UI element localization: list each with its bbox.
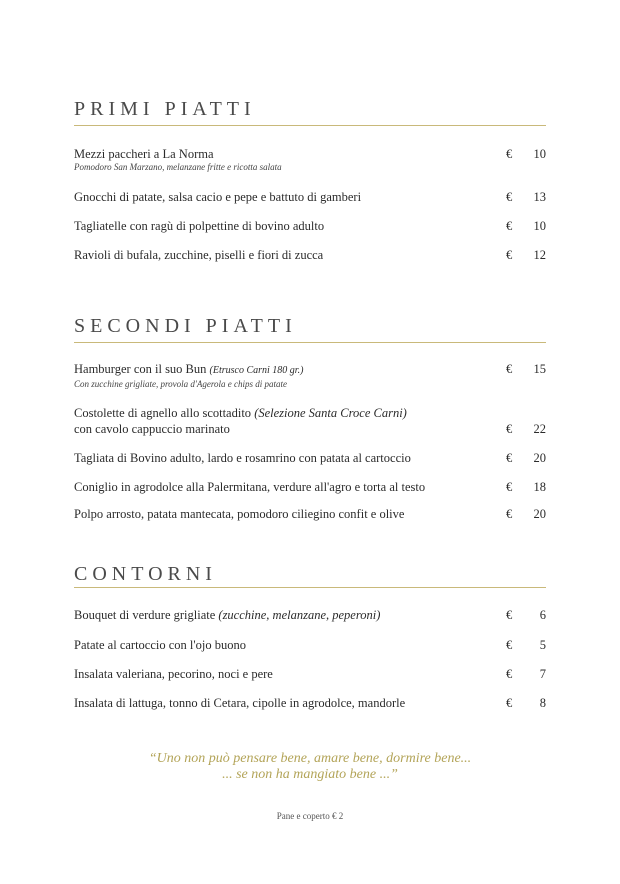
currency-symbol: € xyxy=(506,147,513,161)
currency-symbol: € xyxy=(506,451,513,465)
price-value: 7 xyxy=(539,667,546,681)
item-name xyxy=(74,607,546,623)
item-name xyxy=(74,361,546,379)
section-divider xyxy=(74,587,546,588)
cover-charge-note: Pane e coperto € 2 xyxy=(276,811,344,821)
item-name-text: Costolette di agnello allo scottadito xyxy=(74,406,252,420)
currency-symbol: € xyxy=(506,507,513,521)
item-name: Patate al cartoccio con l'ojo buono xyxy=(74,638,246,652)
section-divider xyxy=(74,342,546,343)
price-value: 12 xyxy=(533,248,546,262)
currency-symbol: € xyxy=(506,190,513,204)
item-description: Con zucchine grigliate, provola d'Agerola e chips di patate xyxy=(74,379,287,389)
menu-item xyxy=(74,479,546,495)
price-value: 10 xyxy=(533,147,546,161)
price-value: 6 xyxy=(539,608,546,622)
currency-symbol: € xyxy=(506,667,513,681)
price-value: 5 xyxy=(539,638,546,652)
price-value: 20 xyxy=(533,451,546,465)
quote-line-2: ... se non ha mangiato bene ...” xyxy=(222,767,398,782)
item-name-text: Hamburger con il suo Bun xyxy=(74,362,207,376)
menu-item xyxy=(74,189,546,205)
item-name-line2: con cavolo cappuccio marinato xyxy=(74,422,230,436)
menu-item xyxy=(74,218,546,234)
menu-item xyxy=(74,146,546,173)
item-name: Ravioli di bufala, zucchine, piselli e fiori di zucca xyxy=(74,248,324,262)
price-value: 13 xyxy=(533,190,546,204)
menu-item xyxy=(74,607,546,623)
price-value: 20 xyxy=(533,507,546,521)
menu-item xyxy=(74,247,546,263)
menu-item xyxy=(74,695,546,711)
price-value: 18 xyxy=(533,480,546,494)
price-value: 22 xyxy=(533,422,546,436)
menu-item xyxy=(74,405,546,437)
item-name: Coniglio in agrodolce alla Palermitana, verdure all'agro e torta al testo xyxy=(74,480,426,494)
menu-item xyxy=(74,666,546,682)
item-name: Tagliatelle con ragù di polpettine di bovino adulto xyxy=(74,219,325,233)
currency-symbol: € xyxy=(506,219,513,233)
price-value: 10 xyxy=(533,219,546,233)
item-note: (Selezione Santa Croce Carni) xyxy=(254,406,407,420)
currency-symbol: € xyxy=(506,608,513,622)
section-title-primi: PRIMI PIATTI xyxy=(74,98,256,120)
currency-symbol: € xyxy=(506,638,513,652)
menu-item xyxy=(74,506,546,522)
menu-item xyxy=(74,637,546,653)
menu-item xyxy=(74,361,546,390)
price-value: 8 xyxy=(539,696,546,710)
currency-symbol: € xyxy=(506,696,513,710)
item-name xyxy=(74,405,546,421)
section-title-contorni: CONTORNI xyxy=(74,563,217,585)
quote-line-1: “Uno non può pensare bene, amare bene, dormire bene... xyxy=(148,751,472,766)
section-title-secondi: SECONDI PIATTI xyxy=(74,315,297,337)
item-name: Mezzi paccheri a La Norma xyxy=(74,147,214,161)
currency-symbol: € xyxy=(506,480,513,494)
menu-item xyxy=(74,450,546,466)
item-name: Insalata valeriana, pecorino, noci e pere xyxy=(74,667,273,681)
item-note: (zucchine, melanzane, peperoni) xyxy=(218,608,381,622)
currency-symbol: € xyxy=(506,362,513,376)
currency-symbol: € xyxy=(506,248,513,262)
item-name: Gnocchi di patate, salsa cacio e pepe e battuto di gamberi xyxy=(74,190,362,204)
currency-symbol: € xyxy=(506,422,513,436)
item-name-text: Bouquet di verdure grigliate xyxy=(74,608,216,622)
price-value: 15 xyxy=(533,362,546,376)
item-note: (Etrusco Carni 180 gr.) xyxy=(209,365,304,376)
item-description: Pomodoro San Marzano, melanzane fritte e ricotta salata xyxy=(74,162,282,172)
item-name: Polpo arrosto, patata mantecata, pomodoro ciliegino confit e olive xyxy=(74,507,405,521)
item-name: Tagliata di Bovino adulto, lardo e rosamrino con patata al cartoccio xyxy=(74,451,411,465)
item-name: Insalata di lattuga, tonno di Cetara, cipolle in agrodolce, mandorle xyxy=(74,696,406,710)
section-divider xyxy=(74,125,546,126)
